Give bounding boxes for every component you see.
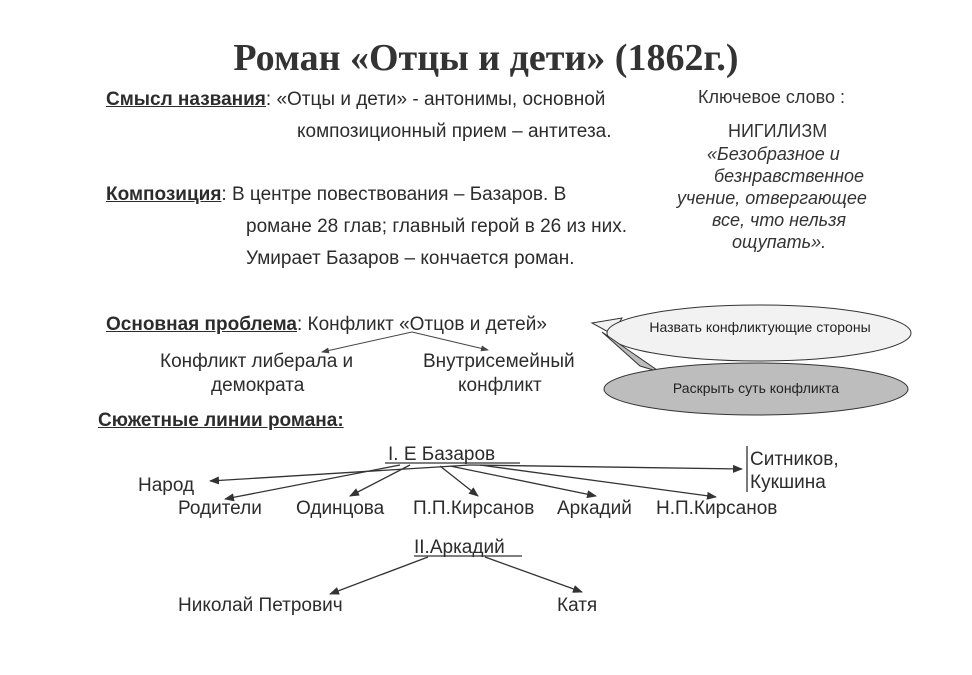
problem-branch-right-1: Внутрисемейный [423, 351, 575, 372]
node-katya: Катя [557, 595, 598, 616]
keyword-definition-4: все, что нельзя [712, 210, 847, 230]
keyword-definition-1: «Безобразное и [707, 144, 840, 164]
bazarov-head: I. Е Базаров [388, 444, 496, 465]
node-kukshina: Кукшина [750, 472, 826, 493]
keyword-definition-2: безнравственное [714, 166, 865, 186]
composition-line-1 [106, 184, 566, 206]
problem-line [106, 314, 547, 336]
bubble-bottom-text: Раскрыть суть конфликта [672, 380, 840, 396]
meaning-text-2: композиционный прием – антитеза. [297, 121, 612, 142]
composition-label: Композиция [106, 184, 222, 205]
problem-branch-left-2: демократа [211, 375, 305, 396]
meaning-text-1: : «Отцы и дети» - антонимы, основной [265, 89, 606, 110]
node-arkadiy: Аркадий [557, 498, 632, 519]
node-np-kirsanov: Н.П.Кирсанов [656, 498, 778, 519]
keyword-definition-3: учение, отвергающее [677, 188, 867, 208]
arkadiy-head: II.Аркадий [414, 537, 505, 558]
bubble-top-text: Назвать конфликтующие стороны [649, 319, 871, 335]
composition-text-2: романе 28 глав; главный герой в 26 из них. [246, 216, 628, 237]
node-sitnikov: Ситников, [750, 449, 839, 470]
meaning-label: Смысл названия [106, 89, 266, 110]
node-nikolay-petrovich: Николай Петрович [178, 595, 343, 616]
node-pp-kirsanov: П.П.Кирсанов [413, 498, 535, 519]
arkadiy-arrows [330, 556, 582, 594]
keyword-definition-5: ощупать». [732, 232, 827, 252]
keyword-heading: Ключевое слово : [698, 87, 845, 107]
composition-text-3: Умирает Базаров – кончается роман. [246, 248, 575, 269]
problem-branch-left-1: Конфликт либерала и [160, 351, 354, 372]
problem-branch-right-2: конфликт [458, 375, 542, 396]
plotlines-label: Сюжетные линии романа: [98, 410, 344, 431]
problem-text: : Конфликт «Отцов и детей» [296, 314, 547, 335]
node-narod: Народ [138, 475, 195, 496]
meaning-line-1 [106, 89, 605, 111]
node-roditeli: Родители [178, 498, 262, 519]
keyword-word: НИГИЛИЗМ [728, 121, 828, 141]
problem-label: Основная проблема [106, 314, 297, 335]
page-title: Роман «Отцы и дети» (1862г.) [233, 37, 739, 79]
composition-text-1: : В центре повествования – Базаров. В [221, 184, 567, 205]
node-odintsova: Одинцова [296, 498, 385, 519]
